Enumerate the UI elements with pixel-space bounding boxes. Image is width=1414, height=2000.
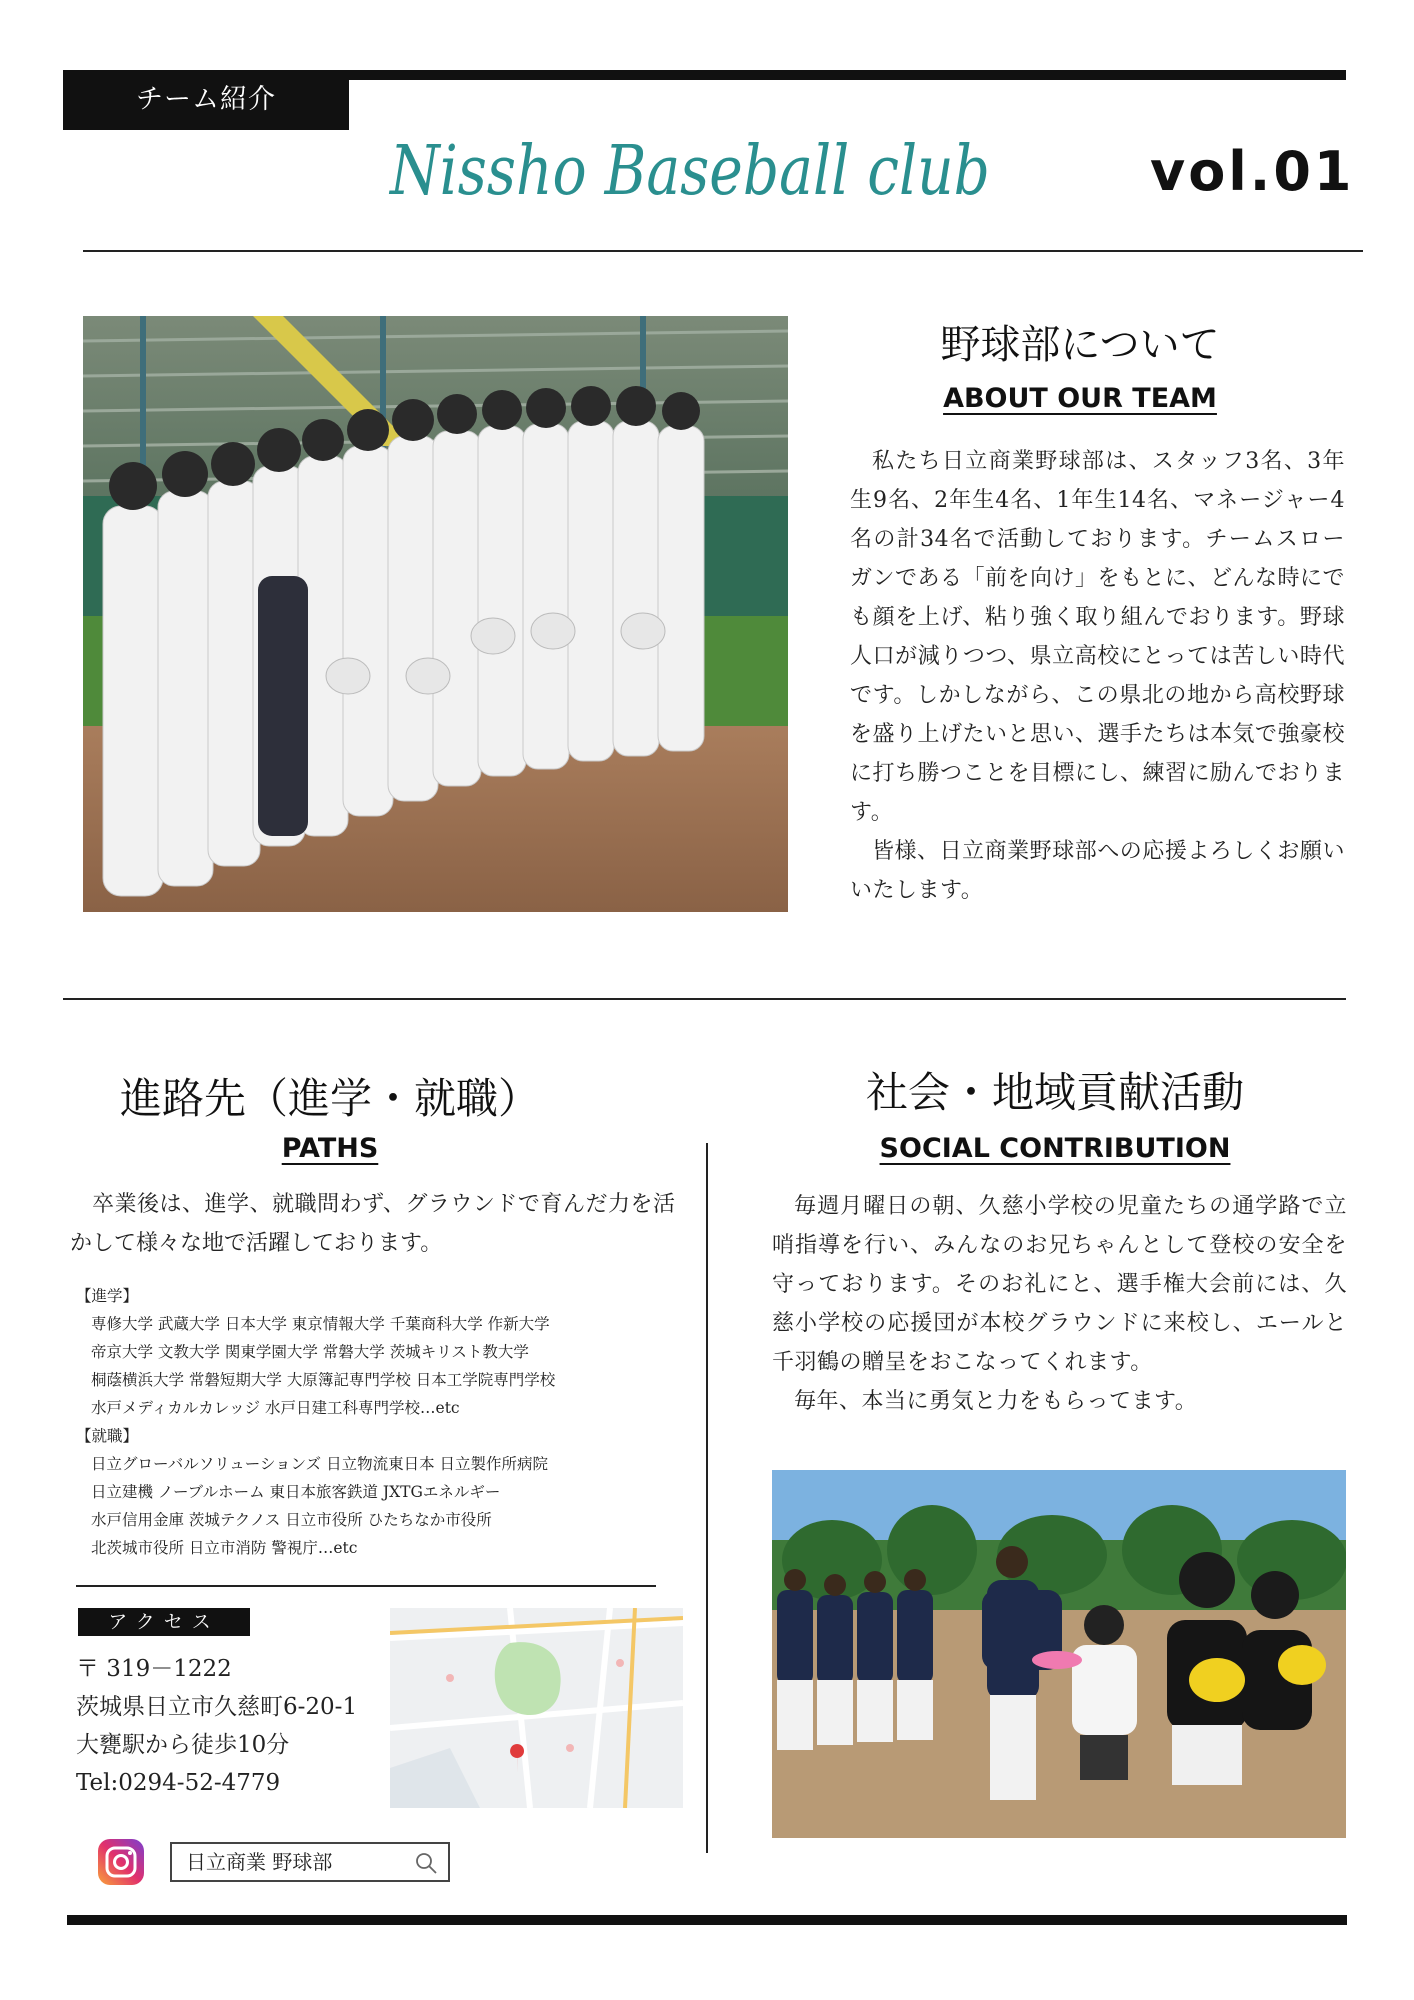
column-divider — [706, 1143, 708, 1853]
about-paragraph: 皆様、日立商業野球部への応援よろしくお願いいたします。 — [850, 839, 1345, 903]
paths-subtitle: PATHS — [281, 1133, 379, 1164]
telephone: Tel:0294-52-4779 — [76, 1770, 281, 1796]
search-input-value: 日立商業 野球部 — [186, 1850, 333, 1874]
paths-intro — [70, 1185, 675, 1263]
paths-list — [76, 1282, 696, 1562]
list-item: 水戸メディカルカレッジ 水戸日建工科専門学校…etc — [91, 1399, 460, 1417]
access-info — [76, 1650, 357, 1802]
social-subtitle: SOCIAL CONTRIBUTION — [879, 1133, 1231, 1164]
about-title: 野球部について — [940, 322, 1220, 368]
footer-bar — [67, 1915, 1347, 1925]
brand-logo — [390, 120, 1030, 216]
brand-title: Nissho Baseball club — [388, 132, 990, 211]
list-item: 日立建機 ノーブルホーム 東日本旅客鉄道 JXTGエネルギー — [91, 1483, 501, 1501]
social-body — [772, 1187, 1347, 1421]
paths-intro-text: 卒業後は、進学、就職問わず、グラウンドで育んだ力を活かして様々な地で活躍しております。 — [70, 1192, 675, 1256]
list-item: 帝京大学 文教大学 関東学園大学 常磐大学 茨城キリスト教大学 — [91, 1343, 529, 1361]
social-paragraph: 毎年、本当に勇気と力をもらってます。 — [794, 1389, 1198, 1414]
access-divider — [76, 1585, 656, 1587]
community-photo — [772, 1470, 1346, 1838]
list-item: 桐蔭横浜大学 常磐短期大学 大原簿記専門学校 日本工学院専門学校 — [91, 1371, 556, 1389]
instagram-search-input[interactable] — [170, 1842, 450, 1882]
instagram-icon[interactable] — [97, 1838, 145, 1886]
about-body — [850, 442, 1345, 910]
employment-label: 【就職】 — [76, 1427, 139, 1445]
social-paragraph: 毎週月曜日の朝、久慈小学校の児童たちの通学路で立哨指導を行い、みんなのお兄ちゃんとして登校の安全を守っております。そのお礼にと、選手権大会前には、久慈小学校の応援団が本校グラウンドに来校し、エールと千羽鶴の贈呈をおこなってくれます。 — [772, 1194, 1347, 1375]
social-title: 社会・地域貢献活動 — [865, 1068, 1244, 1117]
address: 茨城県日立市久慈町6-20-1 — [76, 1694, 358, 1720]
header-tag: チーム紹介 — [63, 70, 349, 130]
postal-code: 〒 319－1222 — [76, 1656, 232, 1682]
list-item: 専修大学 武蔵大学 日本大学 東京情報大学 千葉商科大学 作新大学 — [91, 1315, 550, 1333]
paths-title: 進路先（進学・就職） — [119, 1074, 540, 1123]
team-photo — [83, 316, 788, 912]
search-icon[interactable] — [414, 1851, 438, 1875]
list-item: 北茨城市役所 日立市消防 警視庁…etc — [91, 1539, 358, 1557]
location-map[interactable] — [390, 1608, 683, 1808]
list-item: 水戸信用金庫 茨城テクノス 日立市役所 ひたちなか市役所 — [91, 1511, 492, 1529]
volume-number: vol.01 — [1150, 140, 1355, 203]
header-divider — [83, 250, 1363, 252]
about-paragraph: 私たち日立商業野球部は、スタッフ3名、3年生9名、2年生4名、1年生14名、マネージャー4名の計34名で活動しております。チームスローガンである「前を向け」をもとに、どんな時にでも顔を上げ、粘り強く取り組んでおります。野球人口が減りつつ、県立高校にとっては苦しい時代です。しかしながら、この県北の地から高校野球を盛り上げたいと思い、選手たちは本気で強豪校に打ち勝つことを目標にし、練習に励んでおります。 — [850, 449, 1346, 825]
further-education-label: 【進学】 — [76, 1287, 139, 1305]
directions: 大甕駅から徒歩10分 — [76, 1732, 290, 1758]
about-subtitle: ABOUT OUR TEAM — [943, 383, 1217, 414]
list-item: 日立グローバルソリューションズ 日立物流東日本 日立製作所病院 — [91, 1455, 549, 1473]
access-label: アクセス — [78, 1608, 250, 1636]
section-divider — [63, 998, 1346, 1000]
